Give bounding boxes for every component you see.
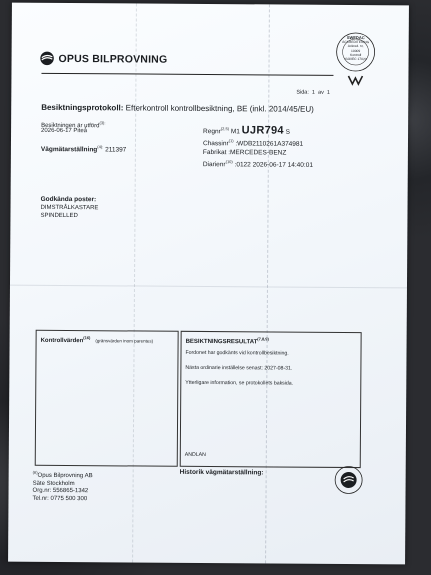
swedac-word: ACKREDITERING [342, 40, 370, 45]
swedac-line: ISO/IEC 17020 [344, 56, 367, 62]
regnr-row: Regnr$^{(2,5)}$ M1 UJR794 S [203, 124, 291, 137]
inspection-date: 2026-06-17 Piteå [41, 127, 88, 135]
accreditation-seal-icon [334, 465, 364, 495]
company-name: OPUS BILPROVNING [58, 52, 168, 66]
swedac-text [338, 36, 374, 61]
control-values-box [35, 330, 179, 467]
inspection-protocol-paper [8, 3, 409, 565]
fold-line [132, 3, 137, 562]
odometer: Vägmätarställning$^{(4):}$ 211397 [40, 144, 127, 154]
company-name-footer: $^{(6)}$Opus Bilprovning AB [32, 469, 93, 480]
andlan-text: ANDLAN [184, 451, 206, 458]
swedac-line: Kontroll [349, 52, 362, 57]
swedac-line: Ackred. nr. [347, 44, 364, 49]
result-line: Fordonet har godkänts vid kontrollbesiktning. [185, 349, 289, 357]
company-logo [40, 51, 168, 67]
approved-list [40, 204, 98, 220]
chassis-row: Chassinr$^{(1)}$ :WDB2110261A374981 [202, 138, 304, 148]
odometer-value: 211397 [105, 146, 127, 154]
company-phone: Tel.nr: 0775 500 300 [32, 495, 88, 502]
list-item: DIMSTRÅLKASTARE [40, 204, 99, 212]
company-footer [32, 469, 92, 503]
header-rule [41, 73, 333, 76]
diary-row: Diarienr$^{(10)}$ :0122 2026-06-17 14:40:01 [202, 159, 313, 170]
page-number: Sida: 1 av 1 [296, 89, 331, 96]
odometer-history-heading: Historik vägmätarställning: [179, 468, 264, 477]
list-item: SPINDELLED [40, 212, 78, 220]
swedac-top: SWEDAC [346, 34, 365, 41]
approved-heading: Godkända poster: [40, 195, 97, 204]
make-row: Fabrikat :MERCEDES-BENZ [202, 149, 287, 157]
result-heading: BESIKTNINGSRESULTAT$^{(7,8,9)}$ [185, 336, 269, 346]
inspection-label: Besiktningen är utförd$^{(3):}$ [41, 120, 106, 130]
fold-line [10, 285, 407, 289]
result-line: Nästa ordinarie inställelse senast: 2027-08-31. [185, 364, 293, 372]
inspection-result-box [180, 331, 362, 468]
protocol-title: Besiktningsprotokoll: Efterkontroll kontrollbesiktning, BE (inkl. 2014/45/EU) [41, 102, 314, 114]
swedac-line: 10009 [351, 48, 361, 53]
result-line: Ytterligare information, se protokollets baksida. [185, 379, 294, 387]
opus-logo-icon [40, 51, 55, 66]
vehicle-info [203, 124, 313, 170]
fold-line [265, 4, 270, 563]
registration-number: UJR794 [241, 124, 284, 137]
company-seat: Säte Stockholm [32, 480, 75, 487]
company-org-number: Org.nr: 556865-1342 [32, 487, 89, 495]
control-values-heading: Kontrollvärden$^{(16)}$ (gränsvärden inom parentes) [40, 335, 154, 345]
